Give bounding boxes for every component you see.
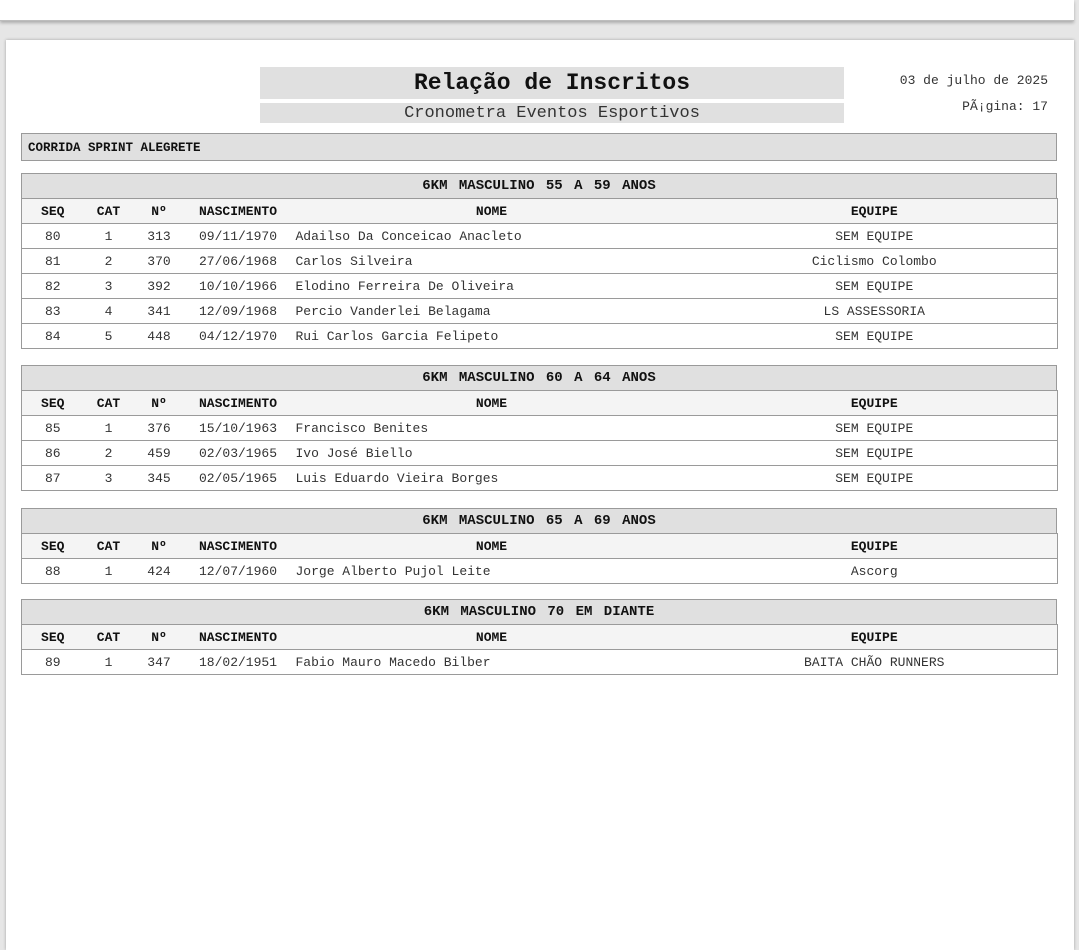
- cell-cat: 4: [84, 299, 134, 324]
- cell-nome: Elodino Ferreira De Oliveira: [292, 274, 692, 299]
- column-header-equipe: EQUIPE: [692, 534, 1058, 559]
- cell-num: 341: [134, 299, 185, 324]
- column-header-nascimento: NASCIMENTO: [185, 391, 292, 416]
- cell-equipe: BAITA CHÃO RUNNERS: [692, 650, 1058, 675]
- cell-cat: 1: [84, 650, 134, 675]
- report-title: Relação de Inscritos: [260, 67, 844, 99]
- cell-cat: 1: [84, 416, 134, 441]
- cell-nome: Francisco Benites: [292, 416, 692, 441]
- report-subtitle: Cronometra Eventos Esportivos: [260, 103, 844, 123]
- report-date: 03 de julho de 2025: [899, 73, 1048, 88]
- cell-num: 370: [134, 249, 185, 274]
- table-header-row: [22, 534, 1058, 559]
- cell-cat: 2: [84, 249, 134, 274]
- cell-seq: 82: [22, 274, 84, 299]
- cell-nascimento: 04/12/1970: [185, 324, 292, 349]
- category-title: 6KM MASCULINO 70 EM DIANTE: [21, 599, 1057, 624]
- column-header-equipe: EQUIPE: [692, 391, 1058, 416]
- table-row: [22, 466, 1058, 491]
- column-header-seq: SEQ: [22, 199, 84, 224]
- category-title: 6KM MASCULINO 65 A 69 ANOS: [21, 508, 1057, 533]
- table-header-row: [22, 391, 1058, 416]
- table-row: [22, 249, 1058, 274]
- column-header-num: Nº: [134, 199, 185, 224]
- cell-seq: 84: [22, 324, 84, 349]
- cell-nascimento: 09/11/1970: [185, 224, 292, 249]
- entries-table: [21, 390, 1058, 491]
- cell-cat: 2: [84, 441, 134, 466]
- category-section: [21, 365, 1057, 491]
- cell-seq: 85: [22, 416, 84, 441]
- cell-nome: Carlos Silveira: [292, 249, 692, 274]
- cell-equipe: SEM EQUIPE: [692, 416, 1058, 441]
- event-name: CORRIDA SPRINT ALEGRETE: [21, 133, 1057, 161]
- cell-num: 345: [134, 466, 185, 491]
- table-row: [22, 441, 1058, 466]
- cell-seq: 89: [22, 650, 84, 675]
- table-header-row: [22, 199, 1058, 224]
- column-header-num: Nº: [134, 534, 185, 559]
- column-header-nascimento: NASCIMENTO: [185, 625, 292, 650]
- cell-equipe: SEM EQUIPE: [692, 224, 1058, 249]
- table-row: [22, 650, 1058, 675]
- previous-page-edge: [0, 0, 1074, 21]
- table-row: [22, 224, 1058, 249]
- cell-num: 392: [134, 274, 185, 299]
- table-header-row: [22, 625, 1058, 650]
- cell-nascimento: 18/02/1951: [185, 650, 292, 675]
- cell-seq: 87: [22, 466, 84, 491]
- cell-equipe: SEM EQUIPE: [692, 441, 1058, 466]
- cell-equipe: Ascorg: [692, 559, 1058, 584]
- category-title: 6KM MASCULINO 55 A 59 ANOS: [21, 173, 1057, 198]
- cell-nascimento: 02/05/1965: [185, 466, 292, 491]
- column-header-equipe: EQUIPE: [692, 199, 1058, 224]
- report-page: [6, 40, 1074, 950]
- cell-equipe: SEM EQUIPE: [692, 466, 1058, 491]
- column-header-cat: CAT: [84, 534, 134, 559]
- cell-num: 459: [134, 441, 185, 466]
- table-row: [22, 324, 1058, 349]
- cell-nascimento: 27/06/1968: [185, 249, 292, 274]
- cell-nome: Jorge Alberto Pujol Leite: [292, 559, 692, 584]
- cell-seq: 83: [22, 299, 84, 324]
- cell-num: 313: [134, 224, 185, 249]
- cell-equipe: Ciclismo Colombo: [692, 249, 1058, 274]
- cell-nome: Adailso Da Conceicao Anacleto: [292, 224, 692, 249]
- cell-nascimento: 10/10/1966: [185, 274, 292, 299]
- column-header-nascimento: NASCIMENTO: [185, 534, 292, 559]
- cell-equipe: LS ASSESSORIA: [692, 299, 1058, 324]
- column-header-cat: CAT: [84, 625, 134, 650]
- cell-num: 376: [134, 416, 185, 441]
- column-header-nome: NOME: [292, 534, 692, 559]
- category-section: [21, 599, 1057, 675]
- column-header-nome: NOME: [292, 625, 692, 650]
- cell-nascimento: 12/07/1960: [185, 559, 292, 584]
- cell-equipe: SEM EQUIPE: [692, 324, 1058, 349]
- cell-num: 448: [134, 324, 185, 349]
- cell-cat: 5: [84, 324, 134, 349]
- cell-nascimento: 12/09/1968: [185, 299, 292, 324]
- table-row: [22, 299, 1058, 324]
- cell-nascimento: 02/03/1965: [185, 441, 292, 466]
- cell-nome: Ivo José Biello: [292, 441, 692, 466]
- cell-seq: 86: [22, 441, 84, 466]
- column-header-cat: CAT: [84, 391, 134, 416]
- column-header-seq: SEQ: [22, 391, 84, 416]
- column-header-equipe: EQUIPE: [692, 625, 1058, 650]
- table-row: [22, 274, 1058, 299]
- entries-table: [21, 624, 1058, 675]
- cell-seq: 88: [22, 559, 84, 584]
- cell-nome: Luis Eduardo Vieira Borges: [292, 466, 692, 491]
- cell-num: 347: [134, 650, 185, 675]
- cell-nome: Rui Carlos Garcia Felipeto: [292, 324, 692, 349]
- cell-cat: 1: [84, 224, 134, 249]
- entries-table: [21, 533, 1058, 584]
- cell-seq: 80: [22, 224, 84, 249]
- cell-cat: 3: [84, 274, 134, 299]
- cell-nome: Percio Vanderlei Belagama: [292, 299, 692, 324]
- column-header-nome: NOME: [292, 391, 692, 416]
- category-section: [21, 508, 1057, 584]
- category-title: 6KM MASCULINO 60 A 64 ANOS: [21, 365, 1057, 390]
- cell-nome: Fabio Mauro Macedo Bilber: [292, 650, 692, 675]
- column-header-seq: SEQ: [22, 534, 84, 559]
- column-header-nome: NOME: [292, 199, 692, 224]
- cell-equipe: SEM EQUIPE: [692, 274, 1058, 299]
- cell-cat: 3: [84, 466, 134, 491]
- category-section: [21, 173, 1057, 349]
- page-number: PÃ¡gina: 17: [962, 99, 1048, 114]
- column-header-nascimento: NASCIMENTO: [185, 199, 292, 224]
- cell-cat: 1: [84, 559, 134, 584]
- entries-table: [21, 198, 1058, 349]
- cell-nascimento: 15/10/1963: [185, 416, 292, 441]
- cell-seq: 81: [22, 249, 84, 274]
- column-header-num: Nº: [134, 625, 185, 650]
- column-header-cat: CAT: [84, 199, 134, 224]
- cell-num: 424: [134, 559, 185, 584]
- column-header-num: Nº: [134, 391, 185, 416]
- column-header-seq: SEQ: [22, 625, 84, 650]
- table-row: [22, 416, 1058, 441]
- table-row: [22, 559, 1058, 584]
